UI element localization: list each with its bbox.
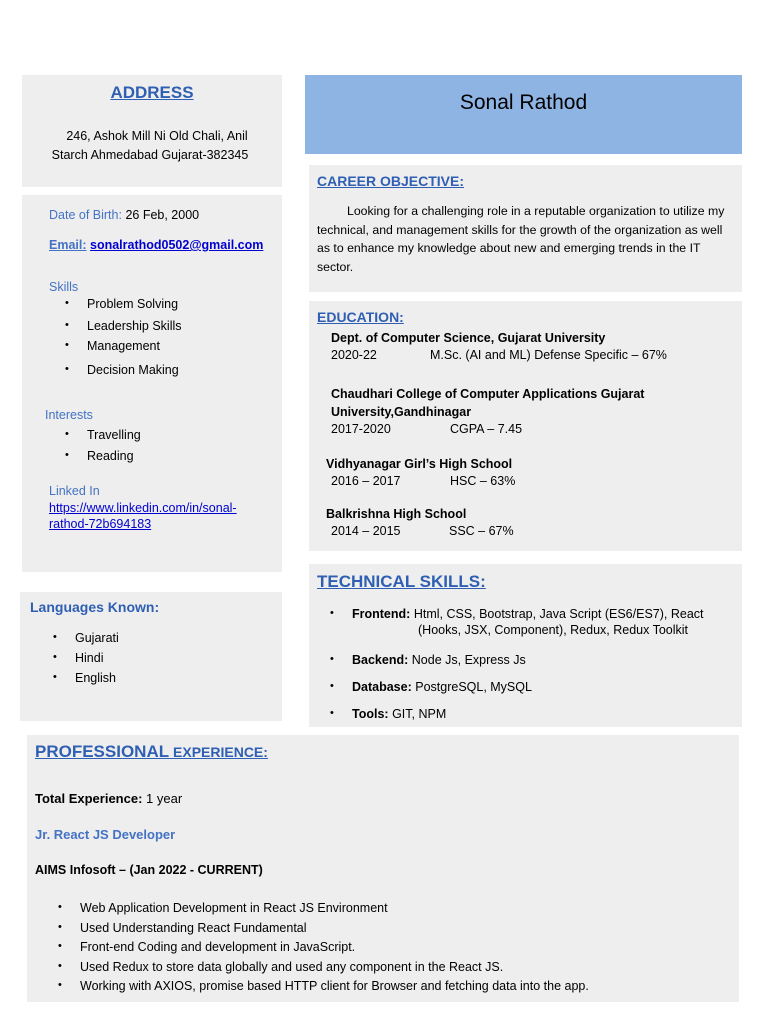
interests-list [87,428,141,470]
dob-label: Date of Birth: [49,208,122,222]
total-experience-label: Total Experience: [35,791,143,806]
education-years: 2017-2020 [331,422,391,436]
education-entry [326,507,514,538]
technical-label: Database: [352,680,412,694]
education-row [326,474,515,488]
skill-item: • Leadership Skills [87,319,182,339]
education-row [331,348,667,362]
interest-item: • Reading [87,449,141,470]
duty-item: • Used Understanding React Fundamental [80,921,730,941]
education-years: 2016 – 2017 [331,474,401,488]
technical-label: Backend: [352,653,409,667]
interest-item: • Travelling [87,428,141,449]
skill-item: • Problem Solving [87,297,182,319]
languages-heading: Languages Known: [30,599,160,615]
education-entry [331,385,691,436]
education-row [326,524,514,538]
technical-value: PostgreSQL, MySQL [415,680,532,694]
email-row [49,238,263,252]
total-experience-value: 1 year [146,791,183,806]
education-institution: Chaudhari College of Computer Applications Gujarat University,Gandhinagar [331,387,645,419]
email-label: Email: [49,238,87,252]
linkedin-url-line-2[interactable]: rathod-72b694183 [49,517,152,531]
languages-panel [20,592,282,721]
technical-value: Node Js, Express Js [411,653,526,667]
languages-list [75,631,119,691]
skill-item: • Management [87,339,182,363]
total-experience [35,791,182,806]
duty-item: • Used Redux to store data globally and used any component in the React JS. [80,960,730,980]
career-heading: CAREER OBJECTIVE: [317,173,465,189]
duties-list [80,901,730,999]
duty-item: • Front-end Coding and development in JavaScript. [80,940,730,960]
education-entry [331,331,667,362]
technical-item-database [352,680,732,707]
technical-value: GIT, NPM [392,707,447,721]
education-years: 2014 – 2015 [331,524,401,538]
skills-list [87,297,182,385]
education-detail: HSC – 63% [450,474,516,488]
technical-label: Tools: [352,707,389,721]
name-header [305,75,742,154]
dob-row [49,208,199,222]
skill-item: • Decision Making [87,363,182,385]
address-panel [22,75,282,187]
technical-item-tools [352,707,732,729]
language-item: • Hindi [75,651,119,671]
education-entry [326,457,515,488]
education-institution: Vidhyanagar Girl’s High School [326,457,513,471]
career-text: Looking for a challenging role in a reputable organization to utilize my technical, and management skills for the growth of the organization as well as to enhance my knowledge about new and emerging trends in the IT sector. [317,204,725,274]
experience-heading-main: PROFESSIONAL [35,742,170,761]
technical-heading: TECHNICAL SKILLS: [317,572,486,591]
email-link[interactable]: sonalrathod0502@gmail.com [90,238,264,252]
job-role: Jr. React JS Developer [35,827,176,842]
experience-panel [27,735,739,1002]
personal-panel [22,195,282,572]
education-heading: EDUCATION: [317,309,404,325]
technical-item-backend [352,653,732,680]
education-panel [309,301,742,551]
technical-value-continued: (Hooks, JSX, Component), Redux, Redux Toolkit [418,623,689,637]
address-heading: ADDRESS [110,83,194,102]
education-detail: CGPA – 7.45 [450,422,523,436]
candidate-name: Sonal Rathod [459,91,588,114]
linkedin-label: Linked In [49,484,100,498]
job-company: AIMS Infosoft – (Jan 2022 - CURRENT) [35,863,263,877]
duty-item: • Web Application Development in React JS Environment [80,901,730,921]
experience-heading-rest: EXPERIENCE: [169,744,268,760]
technical-list [352,607,732,729]
technical-label: Frontend: [352,607,411,621]
education-years: 2020-22 [331,348,377,362]
address-line-1: 246, Ashok Mill Ni Old Chali, Anil [66,129,248,143]
education-detail: M.Sc. (AI and ML) Defense Specific – 67% [430,348,667,362]
education-institution: Dept. of Computer Science, Gujarat University [331,331,606,345]
career-panel [309,165,742,292]
interests-label: Interests [45,408,93,422]
technical-item-frontend [352,607,732,653]
language-item: • English [75,671,119,691]
linkedin-url-line-1[interactable]: https://www.linkedin.com/in/sonal- [49,501,237,515]
education-institution: Balkrishna High School [326,507,467,521]
education-detail: SSC – 67% [449,524,514,538]
skills-label: Skills [49,280,79,294]
language-item: • Gujarati [75,631,119,651]
education-row [331,422,691,436]
address-line-2: Starch Ahmedabad Gujarat-382345 [51,148,249,162]
linkedin-link[interactable] [49,501,237,531]
experience-heading [35,742,268,762]
dob-value: 26 Feb, 2000 [125,208,200,222]
duty-item: • Working with AXIOS, promise based HTTP client for Browser and fetching data into the app. [80,979,730,999]
technical-value: Html, CSS, Bootstrap, Java Script (ES6/ES7), React [413,607,704,621]
technical-panel [309,564,742,727]
